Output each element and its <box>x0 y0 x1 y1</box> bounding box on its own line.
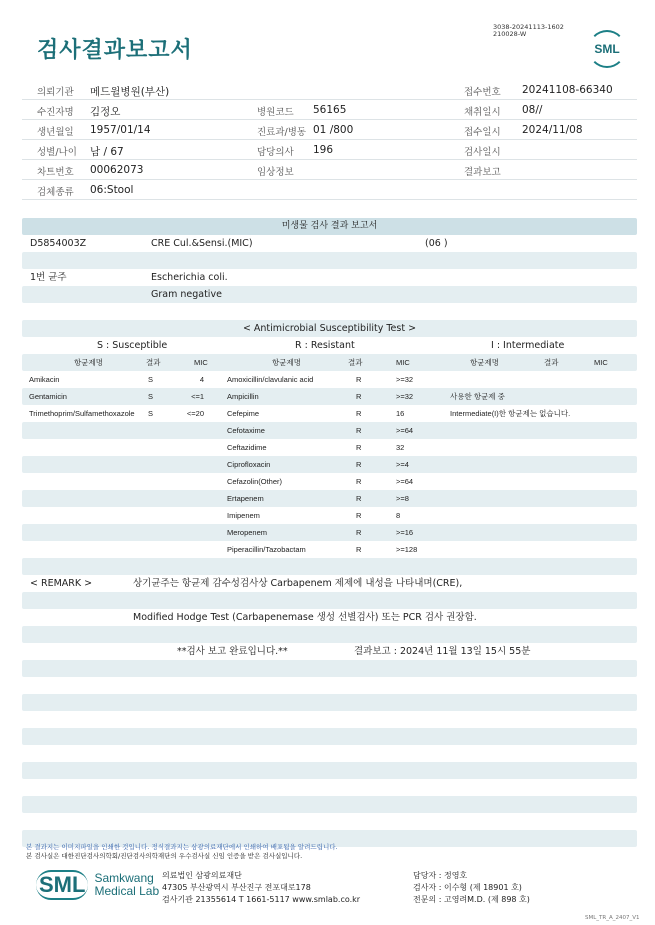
table-row <box>22 507 637 524</box>
result: S <box>148 392 154 401</box>
info-label: 성별/나이 <box>37 147 77 158</box>
table-row <box>22 490 637 507</box>
test-specimen: (06 ) <box>425 238 448 249</box>
antibiotic-name: Piperacillin/Tazobactam <box>227 545 306 554</box>
staff-info <box>413 870 530 906</box>
result: R <box>356 477 362 486</box>
page-title: 검사결과보고서 <box>37 38 193 63</box>
table-row <box>22 320 637 337</box>
table-row <box>22 405 637 422</box>
table-row <box>22 626 637 643</box>
antibiotic-name: Gentamicin <box>29 392 67 401</box>
info-value: 56165 <box>313 104 347 116</box>
table-row <box>22 745 637 762</box>
info-value: 06:Stool <box>90 184 134 196</box>
org-name: 의료법인 삼광의료재단 <box>162 871 242 880</box>
report-complete: **검사 보고 완료입니다.** <box>177 646 288 657</box>
table-row <box>22 779 637 796</box>
info-label: 결과보고 <box>464 167 501 178</box>
info-value: 08// <box>522 104 543 116</box>
antibiotic-name: Ampicillin <box>227 392 259 401</box>
result: R <box>356 392 362 401</box>
intermediate-note: Intermediate(I)한 항균제는 없습니다. <box>450 409 571 418</box>
mic: >=32 <box>396 392 414 401</box>
table-row <box>22 575 637 592</box>
legend-resistant: R : Resistant <box>295 340 355 351</box>
mic: >=128 <box>396 545 418 554</box>
table-row <box>22 796 637 813</box>
table-row <box>22 609 637 626</box>
info-label: 검사일시 <box>464 147 501 158</box>
info-label: 의뢰기관 <box>37 87 74 98</box>
table-row <box>22 252 637 269</box>
info-value: 김정오 <box>90 106 121 118</box>
info-row <box>22 160 637 180</box>
legend-intermediate: I : Intermediate <box>491 340 565 351</box>
test-code: D5854003Z <box>30 238 87 249</box>
report-table <box>22 218 637 847</box>
result: R <box>356 443 362 452</box>
table-row <box>22 388 637 405</box>
antibiotic-name: Ceftazidime <box>227 443 267 452</box>
manager: 담당자 : 정영호 <box>413 871 468 880</box>
antibiotic-name: Amikacin <box>29 375 60 384</box>
table-row <box>22 762 637 779</box>
footer-logo <box>36 870 159 900</box>
table-row <box>22 303 637 320</box>
organism: Escherichia coli. <box>151 272 228 283</box>
table-row <box>22 337 637 354</box>
intermediate-note: 사용한 항균제 중 <box>450 392 505 401</box>
table-row <box>22 235 637 252</box>
info-row <box>22 180 637 200</box>
form-version: SML_TR_A_2407_V1 <box>585 915 640 921</box>
table-row <box>22 439 637 456</box>
table-row <box>22 558 637 575</box>
doc-code-line-1: 3038-20241113-1602 <box>493 23 564 31</box>
antibiotic-name: Meropenem <box>227 528 268 537</box>
result: R <box>356 494 362 503</box>
result: S <box>148 375 154 384</box>
antibiotic-name: Imipenem <box>227 511 260 520</box>
remark-label: < REMARK > <box>30 578 93 589</box>
antibiotic-name: Ciprofloxacin <box>227 460 271 469</box>
info-label: 수진자명 <box>37 107 74 118</box>
footer-note-1: 본 결과지는 이미지파일을 인쇄한 것입니다. 정식결과지는 삼광의료재단에서 인쇄하여 배포됨을 알려드립니다. <box>26 843 338 851</box>
info-value: 1957/01/14 <box>90 124 151 136</box>
table-row <box>22 711 637 728</box>
result: S <box>148 409 154 418</box>
table-row <box>22 286 637 303</box>
table-row <box>22 541 637 558</box>
info-label: 접수번호 <box>464 87 501 98</box>
logo-name-2: Medical Lab <box>94 884 160 898</box>
org-info <box>162 870 360 906</box>
col-mic: MIC <box>594 358 608 367</box>
report-time: 결과보고 : 2024년 11월 13일 15시 55분 <box>354 646 531 657</box>
gram-stain: Gram negative <box>151 289 222 300</box>
info-value: 남 / 67 <box>90 146 124 158</box>
mic: 4 <box>199 375 204 384</box>
info-label: 채취일시 <box>464 107 501 118</box>
col-result: 결과 <box>146 358 161 367</box>
info-value: 메드윌병원(부산) <box>90 86 170 98</box>
col-result: 결과 <box>544 358 559 367</box>
mic: >=64 <box>396 477 414 486</box>
table-row <box>22 660 637 677</box>
table-row <box>22 813 637 830</box>
table-row <box>22 643 637 660</box>
antibiotic-name: Amoxicillin/clavulanic acid <box>227 375 314 384</box>
examiner: 검사자 : 이수형 (제 18901 호) <box>413 883 522 892</box>
table-row <box>22 524 637 541</box>
report-title: 미생물 검사 결과 보고서 <box>281 221 378 231</box>
table-row <box>22 456 637 473</box>
antibiotic-name: Trimethoprim/Sulfamethoxazole <box>29 409 135 418</box>
mic: 8 <box>396 511 401 520</box>
info-label: 진료과/병동 <box>257 127 307 138</box>
org-contact: 검사기관 21355614 T 1661-5117 www.smlab.co.kr <box>162 895 361 904</box>
col-name: 항균제명 <box>272 358 301 367</box>
remark-line-1: 상기균주는 항균제 감수성검사상 Carbapenem 제제에 내성을 나타내며(CRE), <box>133 578 463 589</box>
result: R <box>356 528 362 537</box>
org-address: 47305 부산광역시 부산진구 전포대로178 <box>162 883 311 892</box>
col-name: 항균제명 <box>74 358 103 367</box>
antibiotic-name: Ertapenem <box>227 494 264 503</box>
result: R <box>356 409 362 418</box>
col-mic: MIC <box>194 358 208 367</box>
mic: >=4 <box>396 460 409 469</box>
specialist: 전문의 : 고영려M.D. (제 898 호) <box>413 895 530 904</box>
info-row <box>22 120 637 140</box>
table-row <box>22 269 637 286</box>
doc-code-line-2: 210028-W <box>493 30 527 38</box>
result: R <box>356 426 362 435</box>
sml-logo-mark: SML <box>36 870 88 900</box>
footer-note-2: 본 검사실은 대한진단검사의학회/진단검사의학재단의 우수검사실 신임 인증을 받은 검사실입니다. <box>26 852 303 860</box>
logo-name <box>94 872 159 898</box>
info-label: 병원코드 <box>257 107 294 118</box>
mic: 16 <box>396 409 405 418</box>
mic: <=20 <box>186 409 204 418</box>
table-row <box>22 473 637 490</box>
antibiotic-name: Cefotaxime <box>227 426 265 435</box>
info-label: 접수일시 <box>464 127 501 138</box>
mic: >=16 <box>396 528 414 537</box>
antibiotic-name: Cefepime <box>227 409 260 418</box>
table-header-row <box>22 218 637 235</box>
table-row <box>22 354 637 371</box>
table-row <box>22 728 637 745</box>
result: R <box>356 511 362 520</box>
info-row <box>22 140 637 160</box>
mic: >=8 <box>396 494 409 503</box>
result: R <box>356 460 362 469</box>
legend-susceptible: S : Susceptible <box>97 340 168 351</box>
info-value: 196 <box>313 144 334 156</box>
antibiotic-name: Cefazolin(Other) <box>227 477 283 486</box>
info-value: 20241108-66340 <box>522 84 613 96</box>
result: R <box>356 545 362 554</box>
table-row <box>22 694 637 711</box>
table-row <box>22 371 637 388</box>
test-name: CRE Cul.&Sensi.(MIC) <box>151 238 253 249</box>
info-label: 차트번호 <box>37 167 74 178</box>
col-result: 결과 <box>348 358 363 367</box>
isolate-label: 1번 균주 <box>30 272 67 283</box>
col-name: 항균제명 <box>470 358 499 367</box>
info-label: 생년월일 <box>37 127 74 138</box>
info-label: 담당의사 <box>257 147 294 158</box>
info-value: 2024/11/08 <box>522 124 583 136</box>
table-row <box>22 592 637 609</box>
sml-logo: SML <box>588 30 626 68</box>
mic: >=64 <box>396 426 414 435</box>
col-mic: MIC <box>396 358 410 367</box>
info-row <box>22 100 637 120</box>
mic: >=32 <box>396 375 414 384</box>
info-value: 01 /800 <box>313 124 354 136</box>
info-value: 00062073 <box>90 164 144 176</box>
remark-line-2: Modified Hodge Test (Carbapenemase 생성 선별검사) 또는 PCR 검사 권장함. <box>133 612 477 623</box>
info-label: 검체종류 <box>37 187 74 198</box>
ast-title: < Antimicrobial Susceptibility Test > <box>242 323 417 334</box>
result: R <box>356 375 362 384</box>
info-label: 임상정보 <box>257 167 294 178</box>
table-row <box>22 422 637 439</box>
mic: <=1 <box>191 392 204 401</box>
info-row <box>22 80 637 100</box>
document-code <box>493 24 564 38</box>
mic: 32 <box>396 443 405 452</box>
logo-name-1: Samkwang <box>94 871 154 885</box>
table-row <box>22 677 637 694</box>
